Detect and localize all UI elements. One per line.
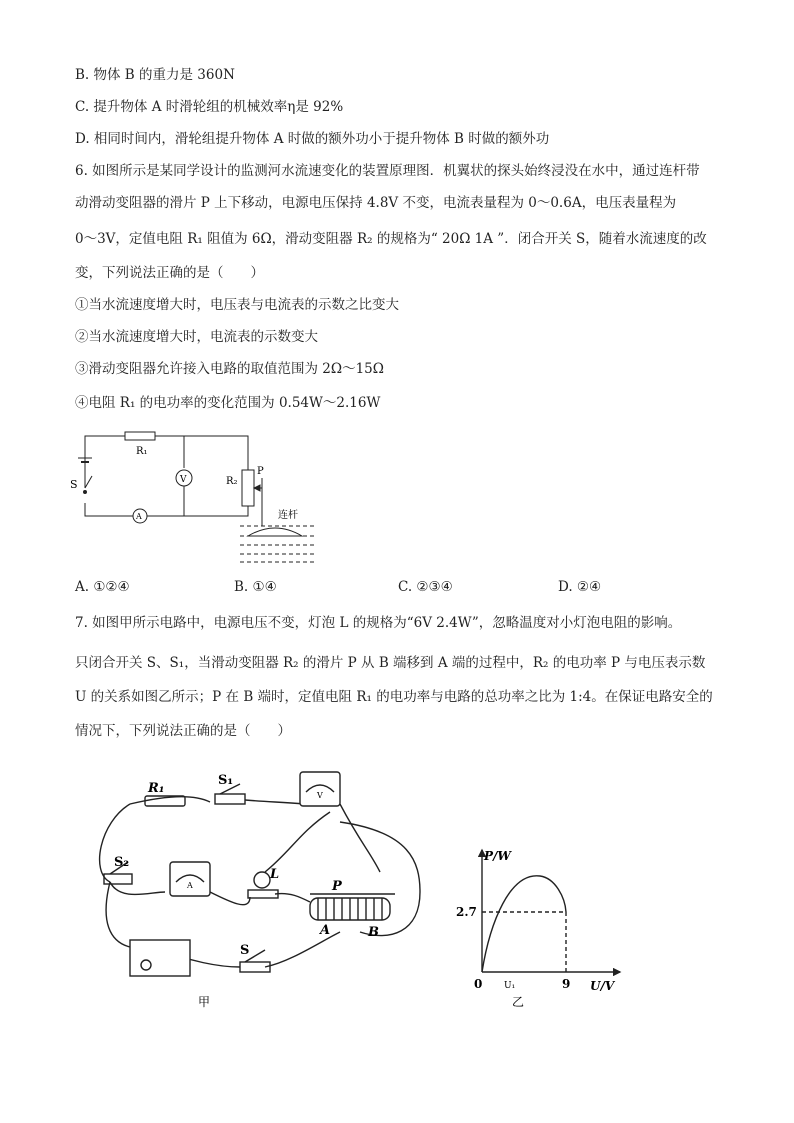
q6-rheostat-r2: [242, 470, 254, 506]
q7-graph-tick-u1: U₁: [504, 981, 516, 991]
q7-label-r1: R₁: [148, 781, 165, 796]
q6-option-b: B. ①④: [234, 579, 277, 595]
q6-label-r1: R₁: [136, 446, 148, 457]
q7-caption-yi: 乙: [512, 995, 525, 1009]
q6-option-d: D. ②④: [558, 579, 602, 595]
q7-physical-circuit: [90, 762, 440, 1012]
q7-rheostat-coil: [318, 898, 382, 920]
q6-wire-top-right: [155, 436, 248, 470]
q7-label-s2: S₂: [114, 855, 130, 870]
q6-probe: [248, 528, 302, 536]
q7-wire-right-top: [265, 804, 380, 872]
q5-option-c: C. 提升物体 A 时滑轮组的机械效率η是 92%: [75, 99, 344, 115]
q7-graph-tick-9: 9: [562, 977, 571, 991]
q7-graph-ylabel: P/W: [484, 849, 511, 863]
q6-statement-1: ①当水流速度增大时，电压表与电流表的示数之比变大: [75, 297, 399, 313]
q7-graph-xlabel: U/V: [590, 979, 615, 993]
q6-label-a: A: [136, 512, 142, 521]
q7-label-voltmeter: V: [317, 791, 323, 800]
q7-label-a: A: [320, 923, 331, 938]
q6-option-c: C. ②③④: [398, 579, 453, 595]
q6-stem-line-1: 6. 如图所示是某同学设计的监测河水流速变化的装置原理图．机翼状的探头始终浸没在水中，通过连杆带: [75, 163, 700, 179]
q7-ammeter-body: [170, 862, 210, 896]
q6-stem-line-2: 动滑动变阻器的滑片 P 上下移动，电源电压保持 4.8V 不变，电流表量程为 0～0.6A，电压表量程为: [75, 195, 677, 211]
q7-graph-tick-2-7: 2.7: [456, 905, 477, 919]
q7-pu-graph: [456, 842, 630, 1012]
q6-wire-left-top: [85, 436, 125, 488]
q6-water-lines: [240, 526, 315, 562]
q7-lamp-base: [248, 890, 278, 898]
q7-label-ammeter: A: [187, 881, 193, 890]
q6-label-p: P: [257, 466, 264, 477]
q7-label-s: S: [240, 943, 250, 958]
q6-resistor-r1: [125, 432, 155, 440]
q7-stem-line-1: 7. 如图甲所示电路中，电源电压不变，灯泡 L 的规格为“6V 2.4W”，忽略温度对小灯泡电阻的影响。: [75, 615, 682, 631]
q6-label-s: S: [70, 478, 78, 491]
q6-stem-line-3: 0～3V，定值电阻 R₁ 阻值为 6Ω，滑动变阻器 R₂ 的规格为“ 20Ω 1A ”．闭合开关 S，随着水流速度的改: [75, 231, 707, 247]
q7-stem-line-2: 只闭合开关 S、S₁，当滑动变阻器 R₂ 的滑片 P 从 B 端移到 A 端的过程中，R₂ 的电功率 P 与电压表示数: [75, 655, 706, 671]
q6-label-rod: 连杆: [278, 510, 298, 521]
q6-wire-bottom: [85, 503, 248, 516]
q6-statement-3: ③滑动变阻器允许接入电路的取值范围为 2Ω～15Ω: [75, 361, 384, 377]
q7-label-b: B: [368, 925, 379, 940]
q7-label-l: L: [270, 867, 280, 882]
q6-switch-blade: [85, 476, 92, 488]
q6-circuit-diagram: [70, 428, 330, 568]
q7-graph-origin: 0: [474, 977, 483, 991]
q7-s2-body: [104, 874, 132, 884]
q7-label-s1: S₁: [218, 773, 234, 788]
q7-stem-line-3: U 的关系如图乙所示；P 在 B 端时，定值电阻 R₁ 的电功率与电路的总功率之比为 1:4。在保证电路安全的: [75, 689, 713, 705]
q6-statement-4: ④电阻 R₁ 的电功率的变化范围为 0.54W～2.16W: [75, 395, 381, 411]
q6-switch-pivot: [84, 491, 87, 494]
q6-label-r2: R₂: [226, 476, 238, 487]
q6-statement-2: ②当水流速度增大时，电流表的示数变大: [75, 329, 318, 345]
q6-label-v: V: [180, 475, 187, 485]
q7-stem-line-4: 情况下，下列说法正确的是（ ）: [75, 723, 291, 739]
q7-graph-curve: [482, 876, 566, 972]
q7-s1-body: [215, 794, 245, 804]
q7-power-supply: [130, 940, 190, 976]
q6-stem-line-4: 变，下列说法正确的是（ ）: [75, 265, 264, 281]
q7-lamp-bulb: [254, 872, 270, 888]
q7-loop-right: [340, 822, 420, 936]
q7-voltmeter-body: [300, 772, 340, 806]
q7-caption-jia: 甲: [198, 995, 211, 1009]
q6-slider-head: [254, 485, 260, 491]
q5-option-b: B. 物体 B 的重力是 360N: [75, 67, 235, 83]
q7-label-p: P: [332, 879, 342, 894]
q5-option-d: D. 相同时间内，滑轮组提升物体 A 时做的额外功小于提升物体 B 时做的额外功: [75, 131, 550, 147]
q6-option-a: A. ①②④: [75, 579, 130, 595]
